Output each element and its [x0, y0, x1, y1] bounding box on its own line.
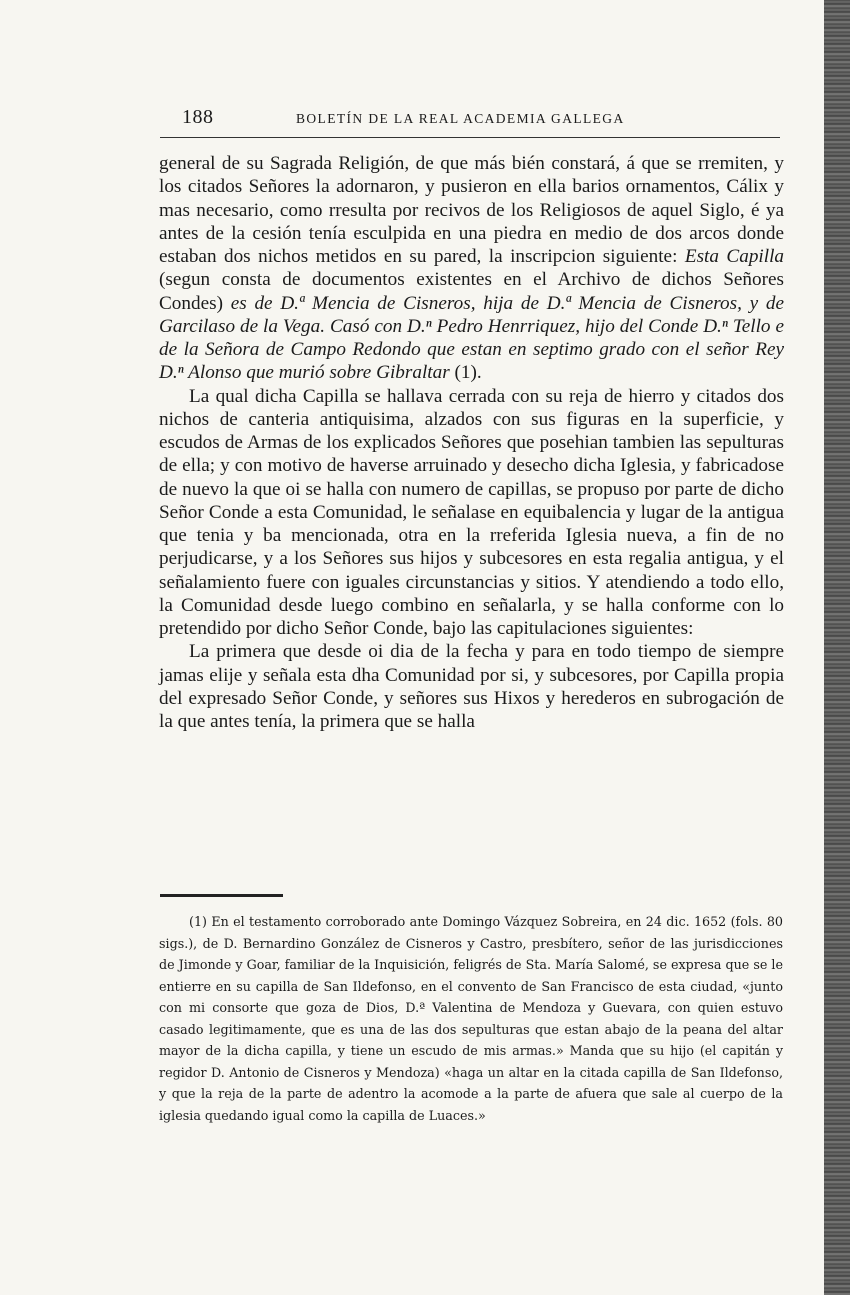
footnote: (1) En el testamento corroborado ante Domingo Vázquez Sobreira, en 24 dic. 1652 (fols. 80 sigs.), de D. Bernardino González de Cisneros y Castro, presbítero, señor de las jurisdicciones de Jimonde y Goar, familiar de la Inquisición, feligrés de Sta. María Salomé, se expresa que se le entierre en su capilla de San Ildefonso, en el convento de San Francisco de esta ciudad, «junto con mi consorte que goza de Dios, D.ª Valentina de Mendoza y Guevara, con quien estuvo casado legitimamente, que es una de las dos sepulturas que estan abajo de la peana del altar mayor de la dicha capilla, y tiene un escudo de mis armas.» Manda que su hijo (el capitán y regidor D. Antonio de Cisneros y Mendoza) «haga un altar en la citada capilla de San Ildefonso, y que la reja de la parte de adentro la acomode a la parte de afuera que sale al cuerpo de la iglesia quedando igual como la capilla de Luaces.» [159, 914, 783, 1123]
paragraph-2: La qual dicha Capilla se hallava cerrada con su reja de hierro y citados dos nichos de canteria antiquisima, alzados con sus figuras en la superficie, y escudos de Armas de los explicados Señores que posehian tambien las sepulturas de ella; y con motivo de haverse arruinado y desecho dicha Iglesia, y fabricadose de nuevo la que oi se halla con numero de capillas, se propuso por parte de dicho Señor Conde a esta Comunidad, le señalase en equibalencia y lugar de la antigua que tenia y ba mencionada, otra en la rreferida Iglesia nueva, a fin de no perjudicarse, y a los Señores sus hijos y subcesores en esta regalia antigua, y el señalamiento fuere con iguales circunstancias y sitios. Y atendiendo a todo ello, la Comunidad desde luego combino en señalarla, y se halla conforme con lo pretendido por dicho Señor Conde, bajo las capitulaciones siguientes: [159, 385, 784, 639]
scanned-page-edge [824, 0, 850, 1295]
inscription-title: Esta Capilla [684, 246, 784, 267]
paragraph-3: La primera que desde oi dia de la fecha y para en todo tiempo de siempre jamas elije y señala esta dha Comunidad por si, y subcesores, por Capilla propia del expresado Señor Conde, y señores sus Hixos y herederos en subrogación de la que antes tenía, la primera que se halla [159, 641, 784, 732]
body-text [159, 152, 784, 733]
footnote-rule [160, 894, 283, 897]
footnote-reference: (1). [449, 362, 482, 384]
running-head: BOLETÍN DE LA REAL ACADEMIA GALLEGA [296, 111, 625, 126]
paragraph-1 [159, 152, 784, 385]
page-header [160, 106, 780, 136]
page-number: 188 [182, 106, 214, 128]
paragraph-1-text-c: (segun consta de documentos existentes en el Archivo de dichos Señores Condes) [159, 269, 784, 314]
paragraph-1-text-a: general de su Sagrada Religión, de que más bién constará, á que se rremiten, y los citados Señores la adornaron, y pusieron en ella barios ornamentos, Cálix y mas necesario, como rresulta por recivos de los Religiosos de aquel Siglo, é ya antes de la cesión tenía esculpida en una piedra en medio de dos arcos donde estaban dos nichos metidos en su pared, la inscripcion siguiente: [159, 153, 784, 267]
inscription-text: es de D.ª Mencia de Cisneros, hija de D.ª Mencia de Cisneros, y de Garcilaso de la Vega. Casó con D.ⁿ Pedro Henrriquez, hijo del Conde D.ⁿ Tello e de la Señora de Campo Redondo que estan en septimo grado con el señor Rey D.ⁿ Alonso que murió sobre Gibraltar [159, 292, 785, 384]
header-rule [160, 137, 780, 138]
